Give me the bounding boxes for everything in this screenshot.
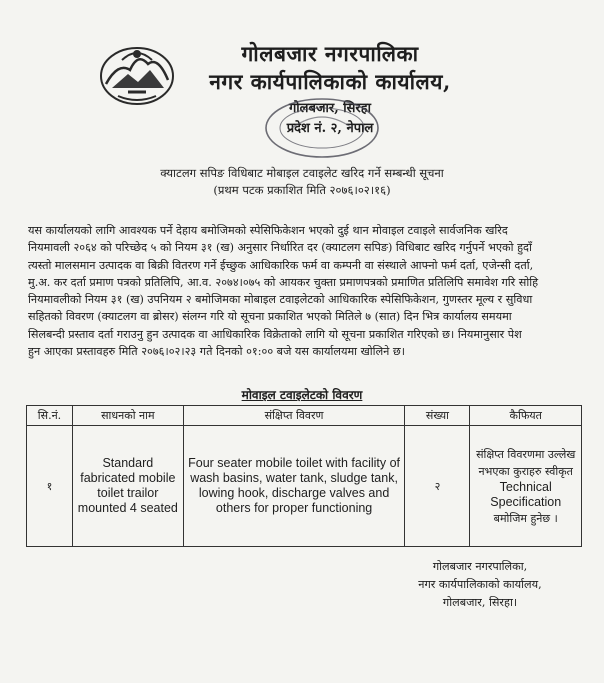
cell-qty: २ [405, 426, 470, 547]
office-location: गोलबजार, सिरहा [288, 101, 372, 116]
body-line: त्यस्तो मालसमान उत्पादक वा बिक्री वितरण गर्ने ईच्छुक आधिकारिक फर्म वा कम्पनी वा संस्थाले आफ्नो फर्म दर्ता, एजेन्सी दर्ता, [28, 258, 534, 272]
table-row [27, 426, 582, 547]
notice-subtitle: (प्रथम पटक प्रकाशित मिति २०७६।०२।१६) [213, 183, 391, 197]
header-qty: संख्या [405, 406, 470, 426]
nepal-emblem-icon [98, 40, 176, 106]
table-caption: मोवाइल टवाइलेटको विवरण [241, 388, 363, 402]
office-name: नगर कार्यपालिकाको कार्यालय, [209, 69, 451, 94]
body-line: नियमावलीको नियम ३१ (ख) उपनियम २ बमोजिमका मोबाइल टवाइलेटको आधिकारिक स्पेसिफिकेशन, गुणस्तर मूल्य र सुविधा [28, 293, 533, 307]
body-line: सहितको विवरण (क्याटलग वा ब्रोसर) संलग्न गरि यो सूचना प्रकाशित भएको मितिले ७ (सात) दिन भित्र कार्यालय समयमा [28, 310, 512, 324]
signature-line-2: नगर कार्यपालिकाको कार्यालय, [418, 578, 542, 591]
body-line: यस कार्यालयको लागि आवश्यक पर्ने देहाय बमोजिमको स्पेसिफिकेशन भएको दुई थान मोवाइल टवाइले सार्वजनिक खरिद [28, 224, 508, 237]
body-line: नियमावली २०६४ को परिच्छेद ५ को नियम ३१ (ख) अनुसार निर्धारित दर (क्याटलग सपिङ) विधिबाट खरिद गर्नुपर्ने भएको हुदाँ [28, 241, 532, 255]
header-name: साधनको नाम [72, 406, 183, 426]
office-seal-stamp [262, 96, 382, 160]
table-header-row [27, 406, 582, 426]
body-line: सिलबन्दी प्रस्ताव दर्ता गराउनु हुन उत्पादक वा आधिकारिक विक्रेताको लागि यो सूचना प्रकाशित गरिएको छ। नियमानुसार पेश [28, 327, 522, 341]
body-line: मु.अ. कर दर्ता प्रमाण पत्रको प्रतिलिपि, आ.व. २०७४।०७५ को आयकर चुक्ता प्रमाणपत्रको प्रमाणित प्रतिलिपि समावेश गरि सोहि [28, 275, 539, 289]
header-description: संक्षिप्त विवरण [183, 406, 405, 426]
remarks-end: बमोजिम हुनेछ । [493, 511, 558, 525]
cell-name: Standard fabricated mobile toilet trailor mounted 4 seated [72, 426, 183, 547]
remarks-np: संक्षिप्त विवरणमा उल्लेख नभएका कुराहरु स्वीकृत [476, 447, 576, 478]
signature-line-1: गोलबजार नगरपालिका, [432, 560, 528, 573]
header-remarks: कैफियत [470, 406, 582, 426]
org-name: गोलबजार नगरपालिका [241, 41, 419, 66]
header-sn: सि.नं. [27, 406, 73, 426]
notice-body [28, 222, 580, 360]
cell-description: Four seater mobile toilet with facility of wash basins, water tank, sludge tank, lowing hook, discharge valves and others for proper functioning [183, 426, 405, 547]
body-line: हुन आएका प्रस्तावहरु मिति २०७६।०२।२३ गते दिनको ०१:०० बजे यस कार्यालयमा खोलिने छ। [28, 345, 406, 359]
cell-sn: १ [27, 426, 73, 547]
remarks-en: Technical Specification [490, 479, 562, 509]
notice-title: क्याटलग सपिङ विधिबाट मोबाइल टवाइलेट खरिद गर्ने सम्बन्धी सूचना [160, 166, 444, 180]
office-province: प्रदेश नं. २, नेपाल [286, 121, 374, 136]
signature-line-3: गोलबजार, सिरहा। [442, 596, 518, 609]
cell-remarks [470, 426, 582, 547]
toilet-spec-table [26, 405, 582, 547]
